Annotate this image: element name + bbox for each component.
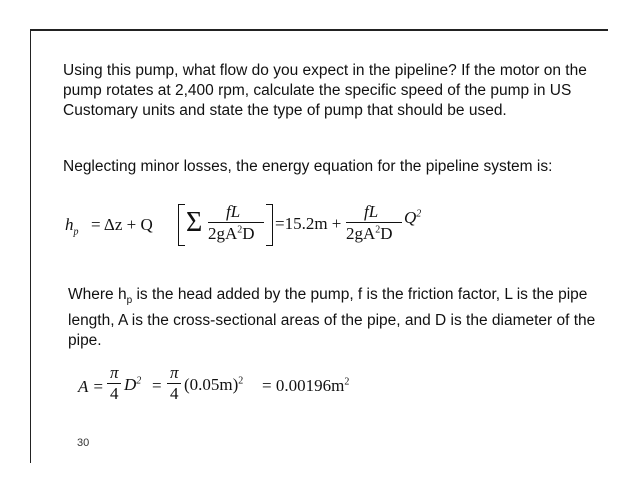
page-number: 30 bbox=[77, 437, 90, 449]
question-paragraph: Using this pump, what flow do you expect in the pipeline? If the motor on the pump rotates at 2,400 rpm, calculate the specific speed of the pump in US Customary units and state the type of pump that should be used. bbox=[63, 62, 587, 119]
frac1-denominator: $2gA^2D$ bbox=[208, 224, 255, 243]
intro-paragraph: Neglecting minor losses, the energy equation for the pipeline system is: bbox=[63, 158, 553, 175]
frac2-denominator: $2gA^2D$ bbox=[346, 224, 393, 243]
area-lhs: A = bbox=[78, 377, 104, 396]
area-d: $D^2$ bbox=[124, 375, 142, 394]
sigma-symbol: Σ bbox=[186, 207, 203, 238]
four-1: 4 bbox=[110, 384, 119, 403]
eq-dz-q: = Δz + Q bbox=[91, 215, 153, 234]
area-result: = $0.00196m^2$ bbox=[262, 376, 350, 395]
definitions-paragraph: Where $h_p$ is the head added by the pump, f is the friction factor, L is the pipe length, A is the cross-sectional areas of the pipe, and D is the diameter of the pipe. bbox=[68, 286, 596, 350]
frac2-numerator: fL bbox=[364, 202, 379, 221]
eq-lhs: $h_p$ bbox=[65, 215, 79, 238]
area-eq2: = bbox=[152, 376, 162, 395]
four-2: 4 bbox=[170, 384, 179, 403]
eq-mid: =15.2m + bbox=[275, 214, 342, 233]
pi-1: π bbox=[110, 363, 119, 382]
pi-2: π bbox=[170, 363, 179, 382]
eq-tail-q: $Q^2$ bbox=[404, 208, 422, 227]
frac1-numerator: fL bbox=[226, 202, 241, 221]
area-paren: $(0.05m)^2$ bbox=[184, 375, 244, 394]
